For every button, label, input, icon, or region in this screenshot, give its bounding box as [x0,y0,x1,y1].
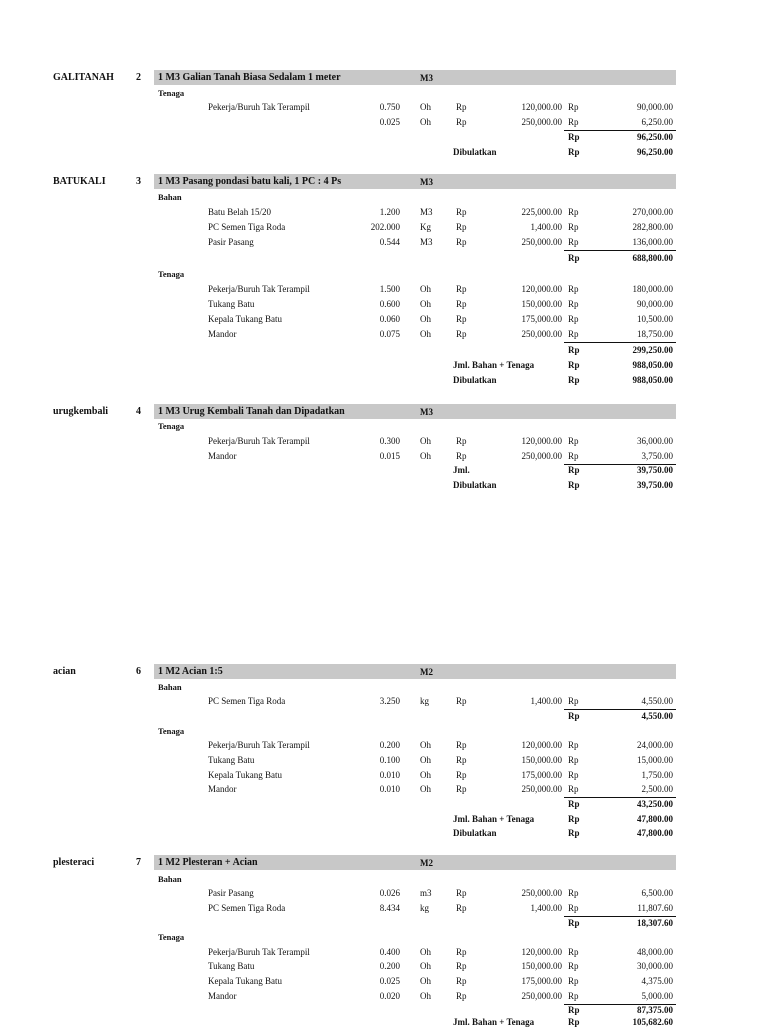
section-code: plesteraci [53,857,95,868]
subtotal-label: Jml. [453,465,470,475]
subtotal-value: 299,250.00 [632,345,673,355]
row-desc: Pekerja/Buruh Tak Terampil [208,740,310,750]
row-price: 250,000.00 [521,784,562,794]
row-total: 136,000.00 [632,237,673,247]
summary-value: 96,250.00 [637,147,673,157]
row-unit: Oh [420,102,431,112]
table-row [0,222,768,237]
section-number: 2 [136,72,141,83]
table-row [0,770,768,785]
row-currency: Rp [456,222,467,232]
row-currency: Rp [568,991,579,1001]
table-row [0,888,768,903]
row-total: 180,000.00 [632,284,673,294]
summary-value: 47,800.00 [637,828,673,838]
summary-row [0,360,768,375]
table-row [0,961,768,976]
row-currency: Rp [568,222,579,232]
subtotal-value: 688,800.00 [632,253,673,263]
row-currency: Rp [568,961,579,971]
row-price: 1,400.00 [530,696,562,706]
table-row [0,207,768,222]
section-unit: M3 [420,407,433,417]
row-total: 282,800.00 [632,222,673,232]
row-total: 11,807.60 [637,903,673,913]
row-unit: kg [420,903,429,913]
row-desc: Mandor [208,784,237,794]
table-row [0,314,768,329]
row-currency: Rp [456,237,467,247]
row-unit: Oh [420,329,431,339]
row-unit: Oh [420,991,431,1001]
row-currency: Rp [456,961,467,971]
summary-currency: Rp [568,1017,580,1027]
row-total: 270,000.00 [632,207,673,217]
row-desc: Tukang Batu [208,299,255,309]
row-unit: Oh [420,947,431,957]
row-unit: Oh [420,740,431,750]
row-price: 150,000.00 [521,299,562,309]
row-unit: Oh [420,770,431,780]
row-unit: Oh [420,284,431,294]
summary-row [0,375,768,390]
section-code: acian [53,666,76,677]
row-desc: Pekerja/Buruh Tak Terampil [208,947,310,957]
subtotal-value: 87,375.00 [637,1005,673,1015]
summary-currency: Rp [568,814,580,824]
row-currency: Rp [568,888,579,898]
row-currency: Rp [456,770,467,780]
subtotal-currency: Rp [568,918,580,928]
row-total: 15,000.00 [637,755,673,765]
row-currency: Rp [568,451,579,461]
table-row [0,299,768,314]
row-price: 120,000.00 [521,436,562,446]
row-currency: Rp [568,976,579,986]
summary-value: 39,750.00 [637,480,673,490]
row-desc: Kepala Tukang Batu [208,770,282,780]
row-unit: Kg [420,222,431,232]
row-coef: 0.026 [379,888,400,898]
summary-currency: Rp [568,375,580,385]
row-total: 36,000.00 [637,436,673,446]
group-label: Bahan [158,192,182,202]
row-coef: 0.600 [379,299,400,309]
row-unit: Oh [420,299,431,309]
group-label: Tenaga [158,269,185,279]
row-currency: Rp [456,284,467,294]
row-unit: Oh [420,784,431,794]
row-price: 1,400.00 [530,903,562,913]
section-code: GALITANAH [53,72,114,83]
row-currency: Rp [568,237,579,247]
row-price: 1,400.00 [530,222,562,232]
summary-row [0,147,768,162]
row-desc: Tukang Batu [208,755,255,765]
row-currency: Rp [456,903,467,913]
row-coef: 0.544 [379,237,400,247]
section-title: 1 M3 Pasang pondasi batu kali, 1 PC : 4 Ps [158,176,342,187]
subtotal-currency: Rp [568,799,580,809]
subtotal-rule [564,130,676,131]
summary-value: 105,682.60 [632,1017,673,1027]
subtotal-currency: Rp [568,465,580,475]
row-desc: Pekerja/Buruh Tak Terampil [208,436,310,446]
row-desc: Kepala Tukang Batu [208,314,282,324]
row-total: 2,500.00 [641,784,673,794]
subtotal-value: 43,250.00 [637,799,673,809]
row-coef: 1.200 [379,207,400,217]
row-desc: Mandor [208,991,237,1001]
row-total: 3,750.00 [641,451,673,461]
row-unit: M3 [420,207,433,217]
row-price: 250,000.00 [521,329,562,339]
row-coef: 0.200 [379,740,400,750]
row-unit: Oh [420,961,431,971]
subtotal-row [0,465,768,480]
subtotal-row [0,253,768,268]
section-code: BATUKALI [53,176,106,187]
row-coef: 0.025 [379,976,400,986]
row-price: 120,000.00 [521,102,562,112]
row-coef: 202.000 [370,222,400,232]
row-total: 5,000.00 [641,991,673,1001]
row-currency: Rp [456,436,467,446]
row-currency: Rp [456,329,467,339]
subtotal-row [0,132,768,147]
row-total: 1,750.00 [641,770,673,780]
subtotal-value: 39,750.00 [637,465,673,475]
row-price: 120,000.00 [521,740,562,750]
group-label: Tenaga [158,88,185,98]
row-desc: Pekerja/Buruh Tak Terampil [208,102,310,112]
table-row [0,976,768,991]
group-label: Tenaga [158,932,185,942]
row-unit: Oh [420,976,431,986]
subtotal-row [0,345,768,360]
row-currency: Rp [456,740,467,750]
group-label: Bahan [158,874,182,884]
row-currency: Rp [456,696,467,706]
table-row [0,102,768,117]
subtotal-currency: Rp [568,1005,580,1015]
row-currency: Rp [456,784,467,794]
row-currency: Rp [456,207,467,217]
row-currency: Rp [568,696,579,706]
table-row [0,755,768,770]
row-unit: Oh [420,451,431,461]
section-number: 6 [136,666,141,677]
row-coef: 0.060 [379,314,400,324]
row-currency: Rp [456,888,467,898]
row-desc: Mandor [208,329,237,339]
section-title: 1 M3 Urug Kembali Tanah dan Dipadatkan [158,406,345,417]
table-row [0,947,768,962]
row-desc: Tukang Batu [208,961,255,971]
row-currency: Rp [456,755,467,765]
summary-value: 47,800.00 [637,814,673,824]
subtotal-currency: Rp [568,253,580,263]
row-price: 175,000.00 [521,770,562,780]
row-price: 250,000.00 [521,117,562,127]
section-number: 7 [136,857,141,868]
row-total: 90,000.00 [637,102,673,112]
row-desc: Pasir Pasang [208,237,254,247]
summary-currency: Rp [568,828,580,838]
section-title: 1 M2 Acian 1:5 [158,666,223,677]
row-total: 30,000.00 [637,961,673,971]
row-desc: Kepala Tukang Batu [208,976,282,986]
summary-label: Jml. Bahan + Tenaga [453,1017,535,1027]
row-currency: Rp [568,314,579,324]
row-coef: 0.300 [379,436,400,446]
row-desc: Pekerja/Buruh Tak Terampil [208,284,310,294]
row-currency: Rp [568,903,579,913]
subtotal-currency: Rp [568,711,580,721]
row-unit: M3 [420,237,433,247]
row-coef: 0.400 [379,947,400,957]
subtotal-currency: Rp [568,345,580,355]
row-total: 24,000.00 [637,740,673,750]
row-currency: Rp [568,329,579,339]
row-currency: Rp [568,784,579,794]
row-currency: Rp [568,299,579,309]
subtotal-rule [564,250,676,251]
row-currency: Rp [568,117,579,127]
section-header-bar [154,664,676,679]
row-currency: Rp [456,451,467,461]
row-total: 4,375.00 [641,976,673,986]
row-currency: Rp [456,991,467,1001]
subtotal-rule [564,709,676,710]
row-coef: 1.500 [379,284,400,294]
section-unit: M2 [420,858,433,868]
row-total: 6,500.00 [641,888,673,898]
row-unit: m3 [420,888,432,898]
row-total: 48,000.00 [637,947,673,957]
row-desc: PC Semen Tiga Roda [208,903,286,913]
summary-currency: Rp [568,147,580,157]
row-coef: 0.010 [379,784,400,794]
group-label: Bahan [158,682,182,692]
row-currency: Rp [568,755,579,765]
summary-currency: Rp [568,360,580,370]
row-currency: Rp [568,207,579,217]
summary-label: Dibulatkan [453,375,497,385]
summary-value: 988,050.00 [632,360,673,370]
section-unit: M3 [420,177,433,187]
subtotal-rule [564,916,676,917]
row-desc: Pasir Pasang [208,888,254,898]
summary-row [0,480,768,495]
row-price: 175,000.00 [521,976,562,986]
row-unit: kg [420,696,429,706]
table-row [0,740,768,755]
row-currency: Rp [568,102,579,112]
row-price: 250,000.00 [521,888,562,898]
row-currency: Rp [456,117,467,127]
row-unit: Oh [420,755,431,765]
row-unit: Oh [420,117,431,127]
table-row [0,284,768,299]
row-currency: Rp [456,947,467,957]
row-coef: 0.075 [379,329,400,339]
section-unit: M3 [420,73,433,83]
row-desc: PC Semen Tiga Roda [208,222,286,232]
row-unit: Oh [420,314,431,324]
row-currency: Rp [456,102,467,112]
row-total: 6,250.00 [641,117,673,127]
row-price: 120,000.00 [521,284,562,294]
subtotal-row [0,711,768,726]
row-currency: Rp [568,740,579,750]
row-total: 90,000.00 [637,299,673,309]
row-coef: 8.434 [379,903,400,913]
summary-value: 988,050.00 [632,375,673,385]
subtotal-row [0,918,768,933]
group-label: Tenaga [158,421,185,431]
row-coef: 3.250 [379,696,400,706]
section-number: 3 [136,176,141,187]
section-title: 1 M2 Plesteran + Acian [158,857,258,868]
row-coef: 0.015 [379,451,400,461]
subtotal-currency: Rp [568,132,580,142]
row-price: 250,000.00 [521,991,562,1001]
table-row [0,436,768,451]
summary-row [0,814,768,829]
section-code: urugkembali [53,406,109,417]
row-desc: Mandor [208,451,237,461]
summary-label: Dibulatkan [453,147,497,157]
subtotal-value: 96,250.00 [637,132,673,142]
section-unit: M2 [420,667,433,677]
subtotal-rule [564,342,676,343]
summary-label: Dibulatkan [453,828,497,838]
row-price: 225,000.00 [521,207,562,217]
row-unit: Oh [420,436,431,446]
row-desc: PC Semen Tiga Roda [208,696,286,706]
row-currency: Rp [568,436,579,446]
summary-label: Dibulatkan [453,480,497,490]
row-coef: 0.750 [379,102,400,112]
summary-row [0,828,768,843]
row-currency: Rp [456,299,467,309]
summary-row [0,1017,768,1032]
row-price: 175,000.00 [521,314,562,324]
row-coef: 0.010 [379,770,400,780]
subtotal-row [0,799,768,814]
section-title: 1 M3 Galian Tanah Biasa Sedalam 1 meter [158,72,341,83]
row-currency: Rp [456,976,467,986]
subtotal-rule [564,797,676,798]
row-price: 150,000.00 [521,755,562,765]
row-currency: Rp [568,770,579,780]
subtotal-value: 18,307.60 [637,918,673,928]
row-price: 250,000.00 [521,237,562,247]
row-desc: Batu Belah 15/20 [208,207,271,217]
section-number: 4 [136,406,141,417]
row-total: 10,500.00 [637,314,673,324]
summary-currency: Rp [568,480,580,490]
row-price: 250,000.00 [521,451,562,461]
row-coef: 0.025 [379,117,400,127]
subtotal-value: 4,550.00 [641,711,673,721]
summary-label: Jml. Bahan + Tenaga [453,814,535,824]
row-price: 120,000.00 [521,947,562,957]
row-coef: 0.100 [379,755,400,765]
row-price: 150,000.00 [521,961,562,971]
row-currency: Rp [568,284,579,294]
row-total: 18,750.00 [637,329,673,339]
row-coef: 0.020 [379,991,400,1001]
row-total: 4,550.00 [641,696,673,706]
row-coef: 0.200 [379,961,400,971]
summary-label: Jml. Bahan + Tenaga [453,360,535,370]
group-label: Tenaga [158,726,185,736]
row-currency: Rp [456,314,467,324]
row-currency: Rp [568,947,579,957]
